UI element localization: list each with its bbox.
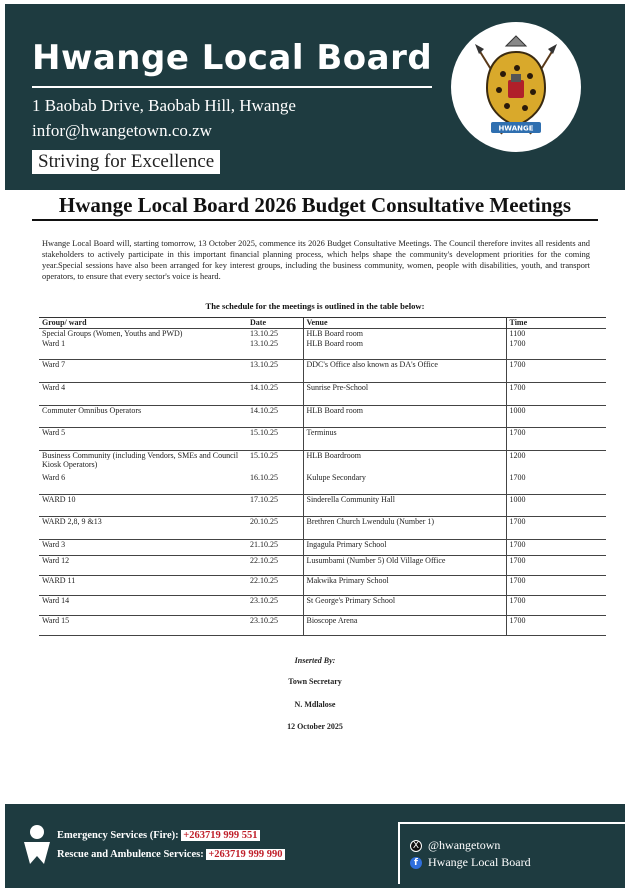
svg-text:HWANGE: HWANGE — [498, 124, 534, 133]
time-cell: 1700 — [509, 472, 526, 482]
date-cell: 20.10.25 — [247, 517, 303, 540]
signatory-name: N. Mdlalose — [294, 700, 336, 709]
rescue-ambulance-phone[interactable]: +263719 999 990 — [208, 849, 283, 860]
venue-cell: Sinderella Community Hall — [303, 495, 506, 517]
table-row — [39, 517, 606, 540]
emergency-service-icon — [20, 822, 54, 866]
twitter-link[interactable] — [410, 838, 500, 853]
intro-paragraph: Hwange Local Board will, starting tomorrow, 13 October 2025, commence its 2026 Budget Consultative Meetings. The Council therefore invites all residents and stakeholders to actively participate in this important financial planning process, which helps shape the community's development priorities for the coming year.Special sessions have also been arranged for key interest groups, including the business community, women, people with disabilities, youth, and transport operators, to ensure that every sector's voice is heard. — [42, 239, 590, 281]
emergency-fire-label: Emergency Services (Fire): — [57, 830, 179, 841]
organization-name: Hwange Local Board — [32, 38, 433, 78]
date-cell: 22.10.25 — [247, 556, 303, 576]
venue-cell: Bioscope Arena — [303, 616, 506, 636]
time-cell: 1700 — [506, 517, 606, 540]
table-header-row — [39, 318, 606, 329]
table-row — [39, 360, 606, 383]
time-cell: 1100 — [506, 329, 606, 339]
venue-cell: Makwika Primary School — [303, 576, 506, 596]
slogan: Striving for Excellence — [32, 150, 220, 174]
date-cell: 13.10.25 — [247, 360, 303, 383]
schedule-table — [39, 317, 606, 636]
email-address: infor@hwangetown.co.zw — [32, 121, 212, 140]
venue-cell: Kulupe Secondary — [303, 473, 506, 495]
group-cell: Business Community (including Vendors, SMEs and Council Kiosk Operators) — [39, 451, 247, 473]
group-cell: Ward 12 — [39, 556, 247, 576]
schedule-heading: The schedule for the meetings is outlined in the table below: — [205, 301, 425, 311]
x-twitter-icon: X — [410, 840, 422, 852]
venue-cell: HLB Board room — [303, 406, 506, 428]
group-cell: Ward 4 — [39, 383, 247, 406]
social-media-box — [398, 822, 631, 884]
header-venue: Venue — [303, 318, 506, 329]
group-cell: Commuter Omnibus Operators — [39, 406, 247, 428]
group-cell: Ward 7 — [39, 360, 247, 383]
facebook-page-name: Hwange Local Board — [428, 855, 531, 869]
coat-of-arms-icon — [451, 22, 581, 152]
group-cell: WARD 2,8, 9 &13 — [39, 517, 247, 540]
table-row — [39, 339, 606, 360]
time-cell: 1700 — [509, 338, 526, 348]
date-cell: 23.10.25 — [247, 596, 303, 616]
venue-cell: HLB Board room — [303, 339, 506, 360]
table-row — [39, 616, 606, 636]
time-cell: 1700 — [506, 540, 606, 556]
date-cell: 23.10.25 — [247, 616, 303, 636]
table-row — [39, 596, 606, 616]
group-cell: Ward 5 — [39, 428, 247, 451]
venue-cell: HLB Board room — [303, 329, 506, 339]
time-cell: 1700 — [506, 556, 606, 576]
date-cell: 21.10.25 — [247, 540, 303, 556]
date-cell: 15.10.25 — [247, 428, 303, 451]
table-row — [39, 556, 606, 576]
date-cell: 13.10.25 — [250, 338, 278, 348]
venue-cell: Brethren Church Lwendulu (Number 1) — [303, 517, 506, 540]
twitter-handle: @hwangetown — [428, 838, 501, 852]
emergency-fire-line — [57, 830, 260, 841]
date-cell: 14.10.25 — [247, 383, 303, 406]
date-cell: 22.10.25 — [247, 576, 303, 596]
table-row — [39, 495, 606, 517]
table-row — [39, 576, 606, 596]
document-title: Hwange Local Board 2026 Budget Consultative Meetings — [58, 193, 572, 217]
time-cell: 1700 — [506, 596, 606, 616]
coat-of-arms-logo — [451, 22, 581, 152]
venue-cell: HLB Boardroom — [303, 451, 506, 473]
date-cell: 15.10.25 — [247, 451, 303, 473]
group-cell: Ward 14 — [39, 596, 247, 616]
group-cell: Ward 1 — [42, 338, 66, 348]
facebook-link[interactable] — [410, 855, 531, 870]
header-group-ward: Group/ ward — [39, 318, 247, 329]
title-divider — [32, 219, 598, 221]
date-cell: 16.10.25 — [250, 472, 278, 482]
venue-cell: Sunrise Pre-School — [303, 383, 506, 406]
time-cell: 1000 — [506, 495, 606, 517]
time-cell: 1700 — [506, 360, 606, 383]
venue-cell: St George's Primary School — [303, 596, 506, 616]
date-cell: 13.10.25 — [247, 329, 303, 339]
header-date: Date — [247, 318, 303, 329]
table-row — [39, 406, 606, 428]
facebook-icon: f — [410, 857, 422, 869]
header-time: Time — [506, 318, 606, 329]
time-cell: 1000 — [506, 406, 606, 428]
emergency-fire-phone[interactable]: +263719 999 551 — [183, 830, 258, 841]
rescue-ambulance-label: Rescue and Ambulence Services: — [57, 849, 204, 860]
header-divider — [32, 86, 432, 88]
signatory-role: Town Secretary — [288, 677, 342, 686]
group-cell: WARD 11 — [39, 576, 247, 596]
table-row — [39, 451, 606, 473]
group-cell: Special Groups (Women, Youths and PWD) — [39, 329, 247, 339]
time-cell: 1200 — [506, 451, 606, 473]
issued-by-label: Inserted By: — [294, 656, 336, 665]
table-row — [39, 428, 606, 451]
address-line: 1 Baobab Drive, Baobab Hill, Hwange — [32, 96, 296, 115]
table-row — [39, 329, 606, 339]
issue-date: 12 October 2025 — [287, 722, 343, 731]
time-cell: 1700 — [506, 616, 606, 636]
venue-cell: Lusumbami (Number 5) Old Village Office — [303, 556, 506, 576]
time-cell: 1700 — [506, 428, 606, 451]
group-cell: WARD 10 — [39, 495, 247, 517]
table-row — [39, 473, 606, 495]
group-cell: Ward 3 — [39, 540, 247, 556]
venue-cell: DDC's Office also known as DA's Office — [303, 360, 506, 383]
table-row — [39, 540, 606, 556]
time-cell: 1700 — [506, 383, 606, 406]
group-cell: Ward 6 — [42, 472, 66, 482]
time-cell: 1700 — [506, 576, 606, 596]
rescue-ambulance-line — [57, 849, 285, 860]
venue-cell: Ingagula Primary School — [303, 540, 506, 556]
date-cell: 14.10.25 — [247, 406, 303, 428]
venue-cell: Terminus — [303, 428, 506, 451]
group-cell: Ward 15 — [39, 616, 247, 636]
table-row — [39, 383, 606, 406]
date-cell: 17.10.25 — [247, 495, 303, 517]
